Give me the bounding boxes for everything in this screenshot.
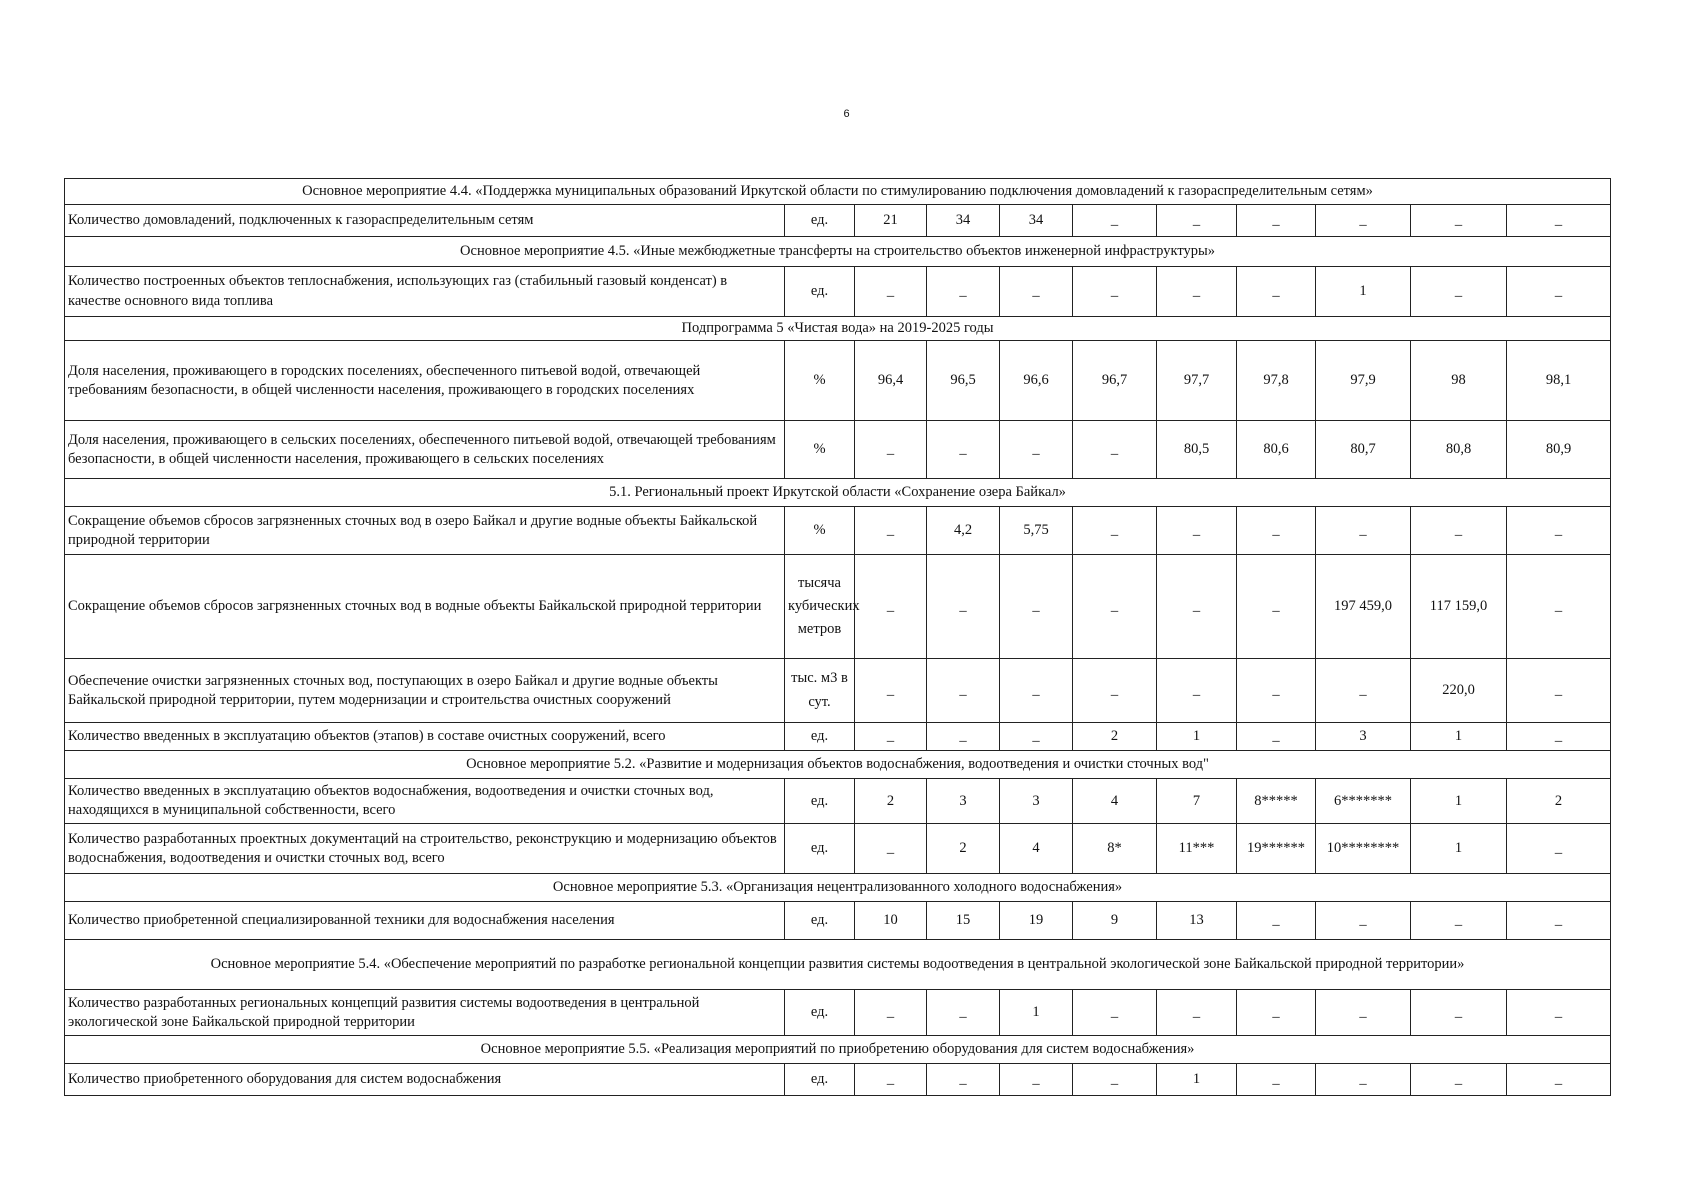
value-cell: _ [1507, 902, 1611, 940]
value-cell: 96,5 [927, 341, 1000, 421]
value-cell: _ [1073, 990, 1157, 1036]
indicator-row [65, 267, 1611, 317]
indicator-label: Обеспечение очистки загрязненных сточных вод, поступающих в озеро Байкал и другие водные объекты Байкальской природной территории, путем модернизации и строительства очистных сооружений [65, 659, 785, 723]
section-row [65, 874, 1611, 902]
section-row [65, 751, 1611, 779]
value-cell: _ [1157, 555, 1237, 659]
value-cell: 3 [927, 779, 1000, 824]
value-cell: 2 [1073, 723, 1157, 751]
value-cell: 3 [1000, 779, 1073, 824]
value-cell: 2 [1507, 779, 1611, 824]
value-cell: _ [927, 267, 1000, 317]
indicator-row [65, 1064, 1611, 1096]
value-cell: 13 [1157, 902, 1237, 940]
section-row [65, 179, 1611, 205]
value-cell: _ [1507, 1064, 1611, 1096]
value-cell: _ [1316, 659, 1411, 723]
value-cell: 97,8 [1237, 341, 1316, 421]
value-cell: _ [1237, 507, 1316, 555]
value-cell: _ [1073, 421, 1157, 479]
value-cell: _ [855, 267, 927, 317]
value-cell: 1 [1411, 723, 1507, 751]
value-cell: 10******** [1316, 824, 1411, 874]
value-cell: _ [1073, 205, 1157, 237]
indicator-label: Количество приобретенной специализированной техники для водоснабжения населения [65, 902, 785, 940]
value-cell: _ [927, 659, 1000, 723]
section-title: Основное мероприятие 4.5. «Иные межбюджетные трансферты на строительство объектов инженерной инфраструктуры» [65, 237, 1611, 267]
value-cell: _ [1411, 1064, 1507, 1096]
value-cell: _ [1157, 659, 1237, 723]
indicator-unit: ед. [785, 990, 855, 1036]
value-cell: 8***** [1237, 779, 1316, 824]
value-cell: _ [1237, 990, 1316, 1036]
indicator-row [65, 779, 1611, 824]
value-cell: 11*** [1157, 824, 1237, 874]
value-cell: _ [1316, 990, 1411, 1036]
value-cell: 19****** [1237, 824, 1316, 874]
value-cell: 9 [1073, 902, 1157, 940]
value-cell: _ [1411, 990, 1507, 1036]
section-title: Основное мероприятие 5.5. «Реализация мероприятий по приобретению оборудования для систем водоснабжения» [65, 1036, 1611, 1064]
indicator-label: Количество построенных объектов теплоснабжения, использующих газ (стабильный газовый конденсат) в качестве основного вида топлива [65, 267, 785, 317]
indicator-label: Сокращение объемов сбросов загрязненных сточных вод в озеро Байкал и другие водные объекты Байкальской природной территории [65, 507, 785, 555]
value-cell: 21 [855, 205, 927, 237]
section-row [65, 1036, 1611, 1064]
value-cell: 8* [1073, 824, 1157, 874]
value-cell: 220,0 [1411, 659, 1507, 723]
value-cell: 96,7 [1073, 341, 1157, 421]
value-cell: _ [1237, 555, 1316, 659]
value-cell: _ [1000, 555, 1073, 659]
value-cell: _ [1411, 507, 1507, 555]
value-cell: _ [1073, 267, 1157, 317]
value-cell: _ [1157, 205, 1237, 237]
section-title: Основное мероприятие 5.2. «Развитие и модернизация объектов водоснабжения, водоотведения и очистки сточных вод" [65, 751, 1611, 779]
page-number: 6 [843, 108, 850, 120]
value-cell: _ [855, 824, 927, 874]
value-cell: _ [1507, 507, 1611, 555]
value-cell: 117 159,0 [1411, 555, 1507, 659]
section-title: Основное мероприятие 5.3. «Организация нецентрализованного холодного водоснабжения» [65, 874, 1611, 902]
indicator-row [65, 990, 1611, 1036]
value-cell: 80,6 [1237, 421, 1316, 479]
value-cell: _ [855, 1064, 927, 1096]
value-cell: _ [1237, 267, 1316, 317]
value-cell: _ [1073, 659, 1157, 723]
value-cell: _ [1411, 205, 1507, 237]
value-cell: 10 [855, 902, 927, 940]
value-cell: _ [1237, 205, 1316, 237]
indicator-unit: ед. [785, 779, 855, 824]
value-cell: 19 [1000, 902, 1073, 940]
value-cell: _ [1237, 1064, 1316, 1096]
value-cell: 1 [1411, 779, 1507, 824]
value-cell: _ [1073, 507, 1157, 555]
indicator-unit: тыс. м3 в сут. [785, 659, 855, 723]
value-cell: _ [855, 723, 927, 751]
value-cell: _ [1507, 659, 1611, 723]
value-cell: 98 [1411, 341, 1507, 421]
indicator-label: Количество домовладений, подключенных к газораспределительным сетям [65, 205, 785, 237]
value-cell: 34 [927, 205, 1000, 237]
value-cell: 1 [1411, 824, 1507, 874]
value-cell: _ [1507, 205, 1611, 237]
indicator-row [65, 824, 1611, 874]
value-cell: _ [1237, 659, 1316, 723]
value-cell: 7 [1157, 779, 1237, 824]
value-cell: _ [855, 421, 927, 479]
value-cell: _ [1237, 723, 1316, 751]
value-cell: 96,6 [1000, 341, 1073, 421]
section-title: Основное мероприятие 5.4. «Обеспечение мероприятий по разработке региональной концепции развития системы водоотведения в центральной экологической зоне Байкальской природной территории» [65, 940, 1611, 990]
value-cell: 97,9 [1316, 341, 1411, 421]
indicator-label: Количество введенных в эксплуатацию объектов водоснабжения, водоотведения и очистки сточных вод, находящихся в муниципальной собственности, всего [65, 779, 785, 824]
value-cell: _ [1411, 267, 1507, 317]
value-cell: 1 [1000, 990, 1073, 1036]
value-cell: 98,1 [1507, 341, 1611, 421]
indicator-unit: ед. [785, 902, 855, 940]
value-cell: 3 [1316, 723, 1411, 751]
indicator-unit: % [785, 341, 855, 421]
value-cell: _ [1507, 990, 1611, 1036]
indicator-row [65, 555, 1611, 659]
value-cell: 1 [1157, 723, 1237, 751]
indicator-unit: ед. [785, 723, 855, 751]
value-cell: _ [855, 507, 927, 555]
value-cell: 34 [1000, 205, 1073, 237]
value-cell: 5,75 [1000, 507, 1073, 555]
indicator-unit: ед. [785, 1064, 855, 1096]
indicator-label: Количество разработанных проектных документаций на строительство, реконструкцию и модернизацию объектов водоснабжения, водоотведения и очистки сточных вод, всего [65, 824, 785, 874]
indicator-unit: % [785, 421, 855, 479]
value-cell: _ [927, 1064, 1000, 1096]
value-cell: _ [1316, 902, 1411, 940]
value-cell: _ [855, 990, 927, 1036]
indicator-row [65, 723, 1611, 751]
section-title: Подпрограмма 5 «Чистая вода» на 2019-2025 годы [65, 317, 1611, 341]
indicator-row [65, 341, 1611, 421]
value-cell: _ [1000, 723, 1073, 751]
value-cell: _ [1507, 555, 1611, 659]
indicator-unit: % [785, 507, 855, 555]
indicator-row [65, 507, 1611, 555]
value-cell: _ [1000, 659, 1073, 723]
value-cell: 97,7 [1157, 341, 1237, 421]
value-cell: _ [1507, 824, 1611, 874]
value-cell: _ [1073, 1064, 1157, 1096]
value-cell: _ [1000, 1064, 1073, 1096]
section-row [65, 479, 1611, 507]
indicator-label: Количество разработанных региональных концепций развития системы водоотведения в центральной экологической зоне Байкальской природной территории [65, 990, 785, 1036]
section-row [65, 940, 1611, 990]
value-cell: 96,4 [855, 341, 927, 421]
section-row [65, 317, 1611, 341]
value-cell: _ [855, 555, 927, 659]
value-cell: _ [1000, 421, 1073, 479]
indicator-unit: тысяча кубических метров [785, 555, 855, 659]
value-cell: _ [1000, 267, 1073, 317]
value-cell: _ [1237, 902, 1316, 940]
indicator-unit: ед. [785, 824, 855, 874]
value-cell: _ [927, 555, 1000, 659]
value-cell: 197 459,0 [1316, 555, 1411, 659]
indicator-label: Доля населения, проживающего в городских поселениях, обеспеченного питьевой водой, отвечающей требованиям безопасности, в общей численности населения, проживающего в городских поселениях [65, 341, 785, 421]
value-cell: 4 [1073, 779, 1157, 824]
value-cell: 80,7 [1316, 421, 1411, 479]
value-cell: 4,2 [927, 507, 1000, 555]
value-cell: _ [1507, 267, 1611, 317]
value-cell: _ [855, 659, 927, 723]
value-cell: 6******* [1316, 779, 1411, 824]
value-cell: _ [1316, 205, 1411, 237]
section-title: 5.1. Региональный проект Иркутской области «Сохранение озера Байкал» [65, 479, 1611, 507]
value-cell: _ [927, 990, 1000, 1036]
value-cell: _ [927, 421, 1000, 479]
indicators-table [64, 178, 1611, 1096]
section-row [65, 237, 1611, 267]
value-cell: _ [1073, 555, 1157, 659]
indicator-row [65, 205, 1611, 237]
value-cell: _ [1157, 267, 1237, 317]
value-cell: 1 [1316, 267, 1411, 317]
indicator-label: Доля населения, проживающего в сельских поселениях, обеспеченного питьевой водой, отвечающей требованиям безопасности, в общей численности населения, проживающего в сельских поселениях [65, 421, 785, 479]
indicator-row [65, 421, 1611, 479]
section-title: Основное мероприятие 4.4. «Поддержка муниципальных образований Иркутской области по стимулированию подключения домовладений к газораспределительным сетям» [65, 179, 1611, 205]
value-cell: 80,8 [1411, 421, 1507, 479]
value-cell: 2 [855, 779, 927, 824]
value-cell: 1 [1157, 1064, 1237, 1096]
indicator-row [65, 902, 1611, 940]
value-cell: _ [1507, 723, 1611, 751]
value-cell: 15 [927, 902, 1000, 940]
value-cell: _ [1157, 507, 1237, 555]
value-cell: 4 [1000, 824, 1073, 874]
value-cell: _ [1411, 902, 1507, 940]
indicator-row [65, 659, 1611, 723]
indicator-label: Сокращение объемов сбросов загрязненных сточных вод в водные объекты Байкальской природной территории [65, 555, 785, 659]
value-cell: 80,9 [1507, 421, 1611, 479]
indicator-unit: ед. [785, 267, 855, 317]
indicator-label: Количество введенных в эксплуатацию объектов (этапов) в составе очистных сооружений, всего [65, 723, 785, 751]
indicator-label: Количество приобретенного оборудования для систем водоснабжения [65, 1064, 785, 1096]
value-cell: _ [927, 723, 1000, 751]
indicator-unit: ед. [785, 205, 855, 237]
value-cell: _ [1316, 507, 1411, 555]
value-cell: _ [1316, 1064, 1411, 1096]
value-cell: 80,5 [1157, 421, 1237, 479]
value-cell: _ [1157, 990, 1237, 1036]
value-cell: 2 [927, 824, 1000, 874]
